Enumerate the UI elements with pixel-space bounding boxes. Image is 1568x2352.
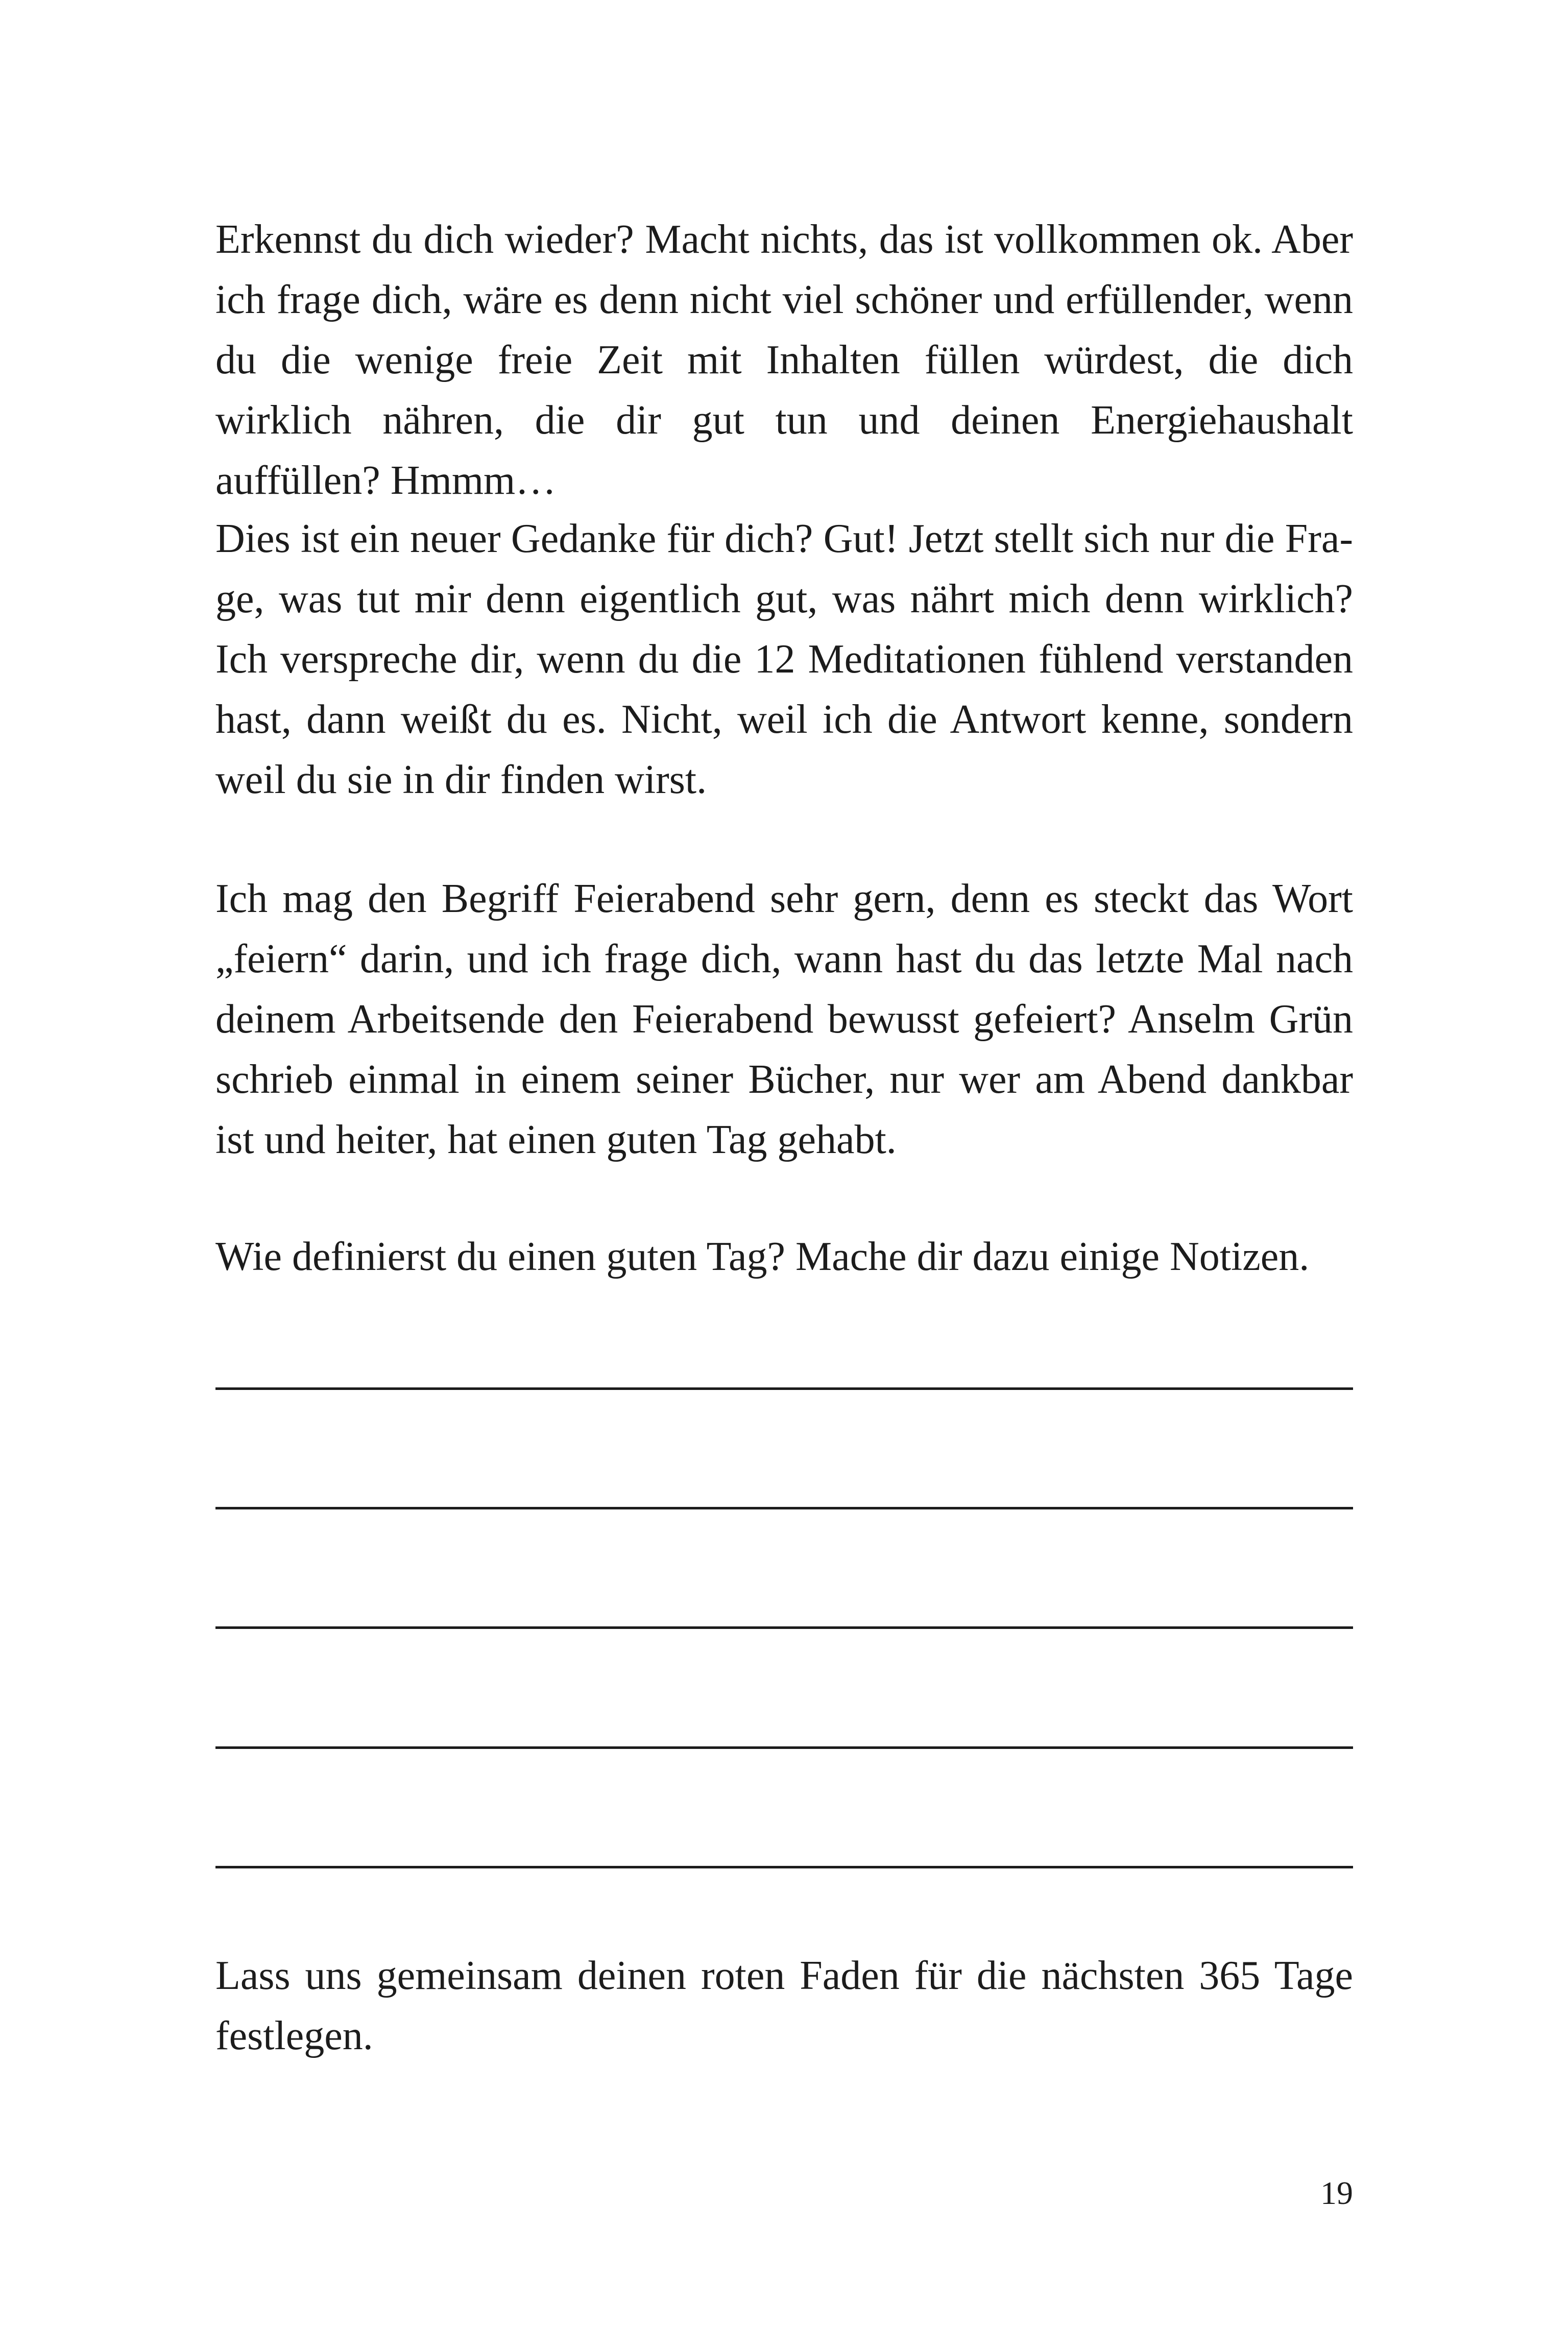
- note-writing-line[interactable]: [215, 1866, 1353, 1868]
- note-writing-line[interactable]: [215, 1746, 1353, 1749]
- note-writing-line[interactable]: [215, 1387, 1353, 1390]
- note-writing-line[interactable]: [215, 1507, 1353, 1509]
- paragraph-good-day-prompt: Wie definierst du einen guten Tag? Mache dir dazu einige Notizen.: [215, 1234, 1310, 1279]
- paragraph-red-thread: Lass uns gemeinsam deinen roten Faden für die nächsten 365 Tage festlegen.: [215, 1953, 1353, 2058]
- paragraph-recognize-yourself: Erkennst du dich wieder? Macht nichts, das ist vollkommen ok. Aber ich frage dich, wäre es denn nicht viel schöner und erfüllender, wenn du die wenige freie Zeit mit Inhalten füllen würdest, die dich wirklich nähren, die dir gut tun und deinen Energiehaushalt auffüllen? Hmmm…: [215, 217, 1353, 503]
- page-number: 19: [1320, 2175, 1353, 2211]
- paragraph-feierabend: Ich mag den Begriff Feierabend sehr gern, denn es steckt das Wort „feiern“ darin, und ich frage dich, wann hast du das letzte Mal nach deinem Arbeitsende den Feierabend bewusst gefeiert? Anselm Grün schrieb einmal in einem seiner Bücher, nur wer am Abend dankbar ist und heiter, hat einen guten Tag gehabt.: [215, 876, 1353, 1162]
- note-writing-line[interactable]: [215, 1626, 1353, 1629]
- paragraph-new-thought: Dies ist ein neuer Gedanke für dich? Gut! Jetzt stellt sich nur die Frage, was tut mir denn eigentlich gut, was nährt mich denn wirklich? Ich verspreche dir, wenn du die 12 Meditationen fühlend verstanden hast, dann weißt du es. Nicht, weil ich die Antwort kenne, sondern weil du sie in dir finden wirst.: [215, 516, 1353, 802]
